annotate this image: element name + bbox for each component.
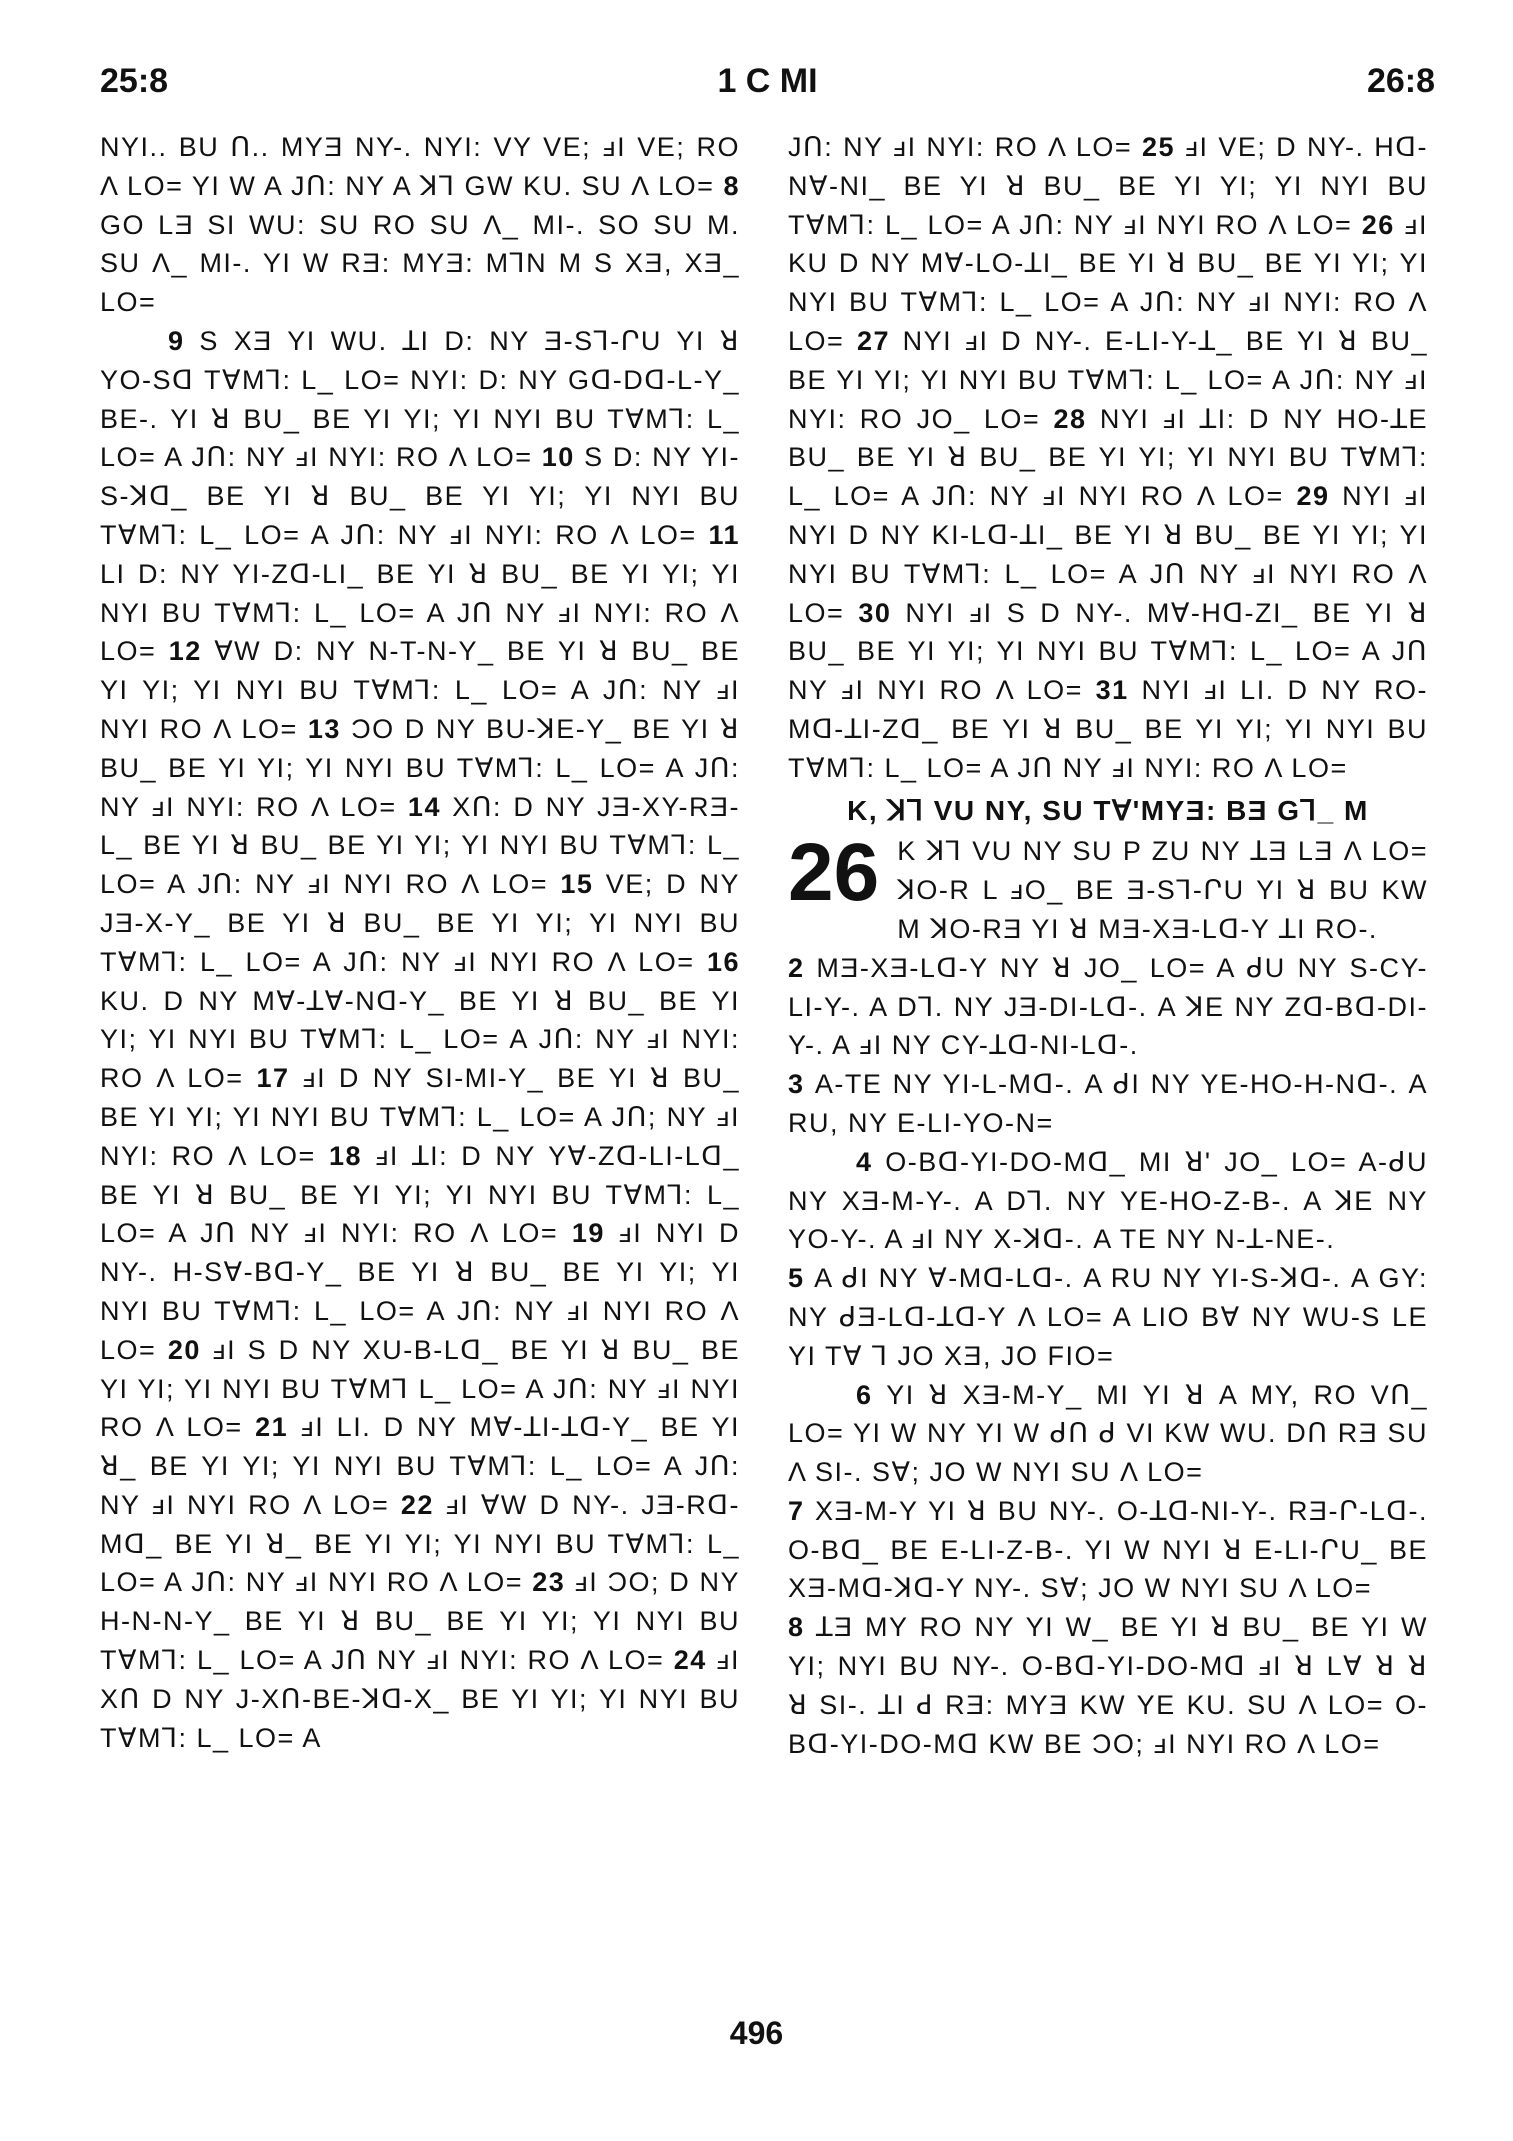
chapter-paragraph — [788, 1259, 1428, 1375]
verse-text: ⅎI KU D NY Mꓯ-LO-ꓕI_ BE YI ꓤ BU_ BE YI YI; YI NYI BU TꓯMꓶ: L_ LO= A JՈ: NY ⅎI NYI: RO Λ LO= — [788, 209, 1428, 356]
verse-number: 6 — [856, 1379, 887, 1410]
right-column-text — [788, 128, 1428, 788]
left-column-text — [100, 128, 740, 322]
verse-text: S XƎ YI WU. ꓕI D: NY Ǝ-Sꓶ-ՐU YI ꓤ YO-Sꓷ TꓯMꓶ: L_ LO= NYI: D: NY Gꓷ-Dꓷ-L-Y_ BE-. YI ꓤ BU_ BE YI YI; YI NYI BU TꓯMꓶ: L_ LO= A JՈ: NY ⅎI NYI: RO Λ LO= — [100, 325, 740, 473]
verse-text: ⅎI ꓯW D NY-. JƎ-Rꓷ-Mꓷ_ BE YI ꓤ_ BE YI YI; YI NYI BU TꓯMꓶ: L_ LO= A JՈ: NY ⅎI NYI RO Λ LO= — [100, 1489, 740, 1598]
verse-number: 28 — [1053, 403, 1100, 434]
header-book-title: 1 C MI — [717, 62, 818, 100]
verse-text: ⅎI XՈ D NY J-XՈ-BE-ꓘꓷ-X_ BE YI YI; YI NYI BU TꓯMꓶ: L_ LO= A — [100, 1645, 740, 1753]
verse-text: A-TE NY YI-L-Mꓷ-. A ᑯI NY YE-HO-H-Nꓷ-. A RU, NY E-LI-YO-N= — [788, 1069, 1428, 1138]
chapter-paragraph — [788, 1376, 1428, 1492]
chapter-paragraph — [788, 1492, 1428, 1608]
chapter-paragraph — [788, 1065, 1428, 1143]
verse-number: 8 — [723, 170, 740, 201]
verse-text: A ᑯI NY ꓯ-Mꓷ-Lꓷ-. A RU NY YI-S-ꓘꓷ-. A GY: NY ᑯƎ-Lꓷ-ꓕꓷ-Y Λ LO= A LIO Bꓯ NY WU-S LE YI Tꓯ ꓶ JO XƎ, JO FIO= — [788, 1263, 1428, 1371]
verse-text: ⅎI VE; D NY-. Hꓷ-Nꓯ-NI_ BE YI ꓤ BU_ BE YI YI; YI NYI BU TꓯMꓶ: L_ LO= A JՈ: NY ⅎI NYI RO Λ LO= — [788, 132, 1428, 240]
verse-text: XՈ: D NY JƎ-XY-RƎ-L_ BE YI ꓤ BU_ BE YI YI; YI NYI BU TꓯMꓶ: L_ LO= A JՈ: NY ⅎI NYI RO Λ LO= — [100, 791, 740, 900]
verse-number: 20 — [167, 1334, 213, 1365]
verse-text: YI ꓤ XƎ-M-Y_ MI YI ꓤ A MY, RO VՈ_ LO= YI W NY YI W ᑯՈ ᑯ VI KW WU. DՈ RƎ SU Λ SI-. Sꓯ; JO W NYI SU Λ LO= — [788, 1379, 1428, 1488]
verse-text: O-Bꓷ-YI-DO-Mꓷ_ MI ꓤ' JO_ LO= A-ᑯU NY XƎ-M-Y-. A Dꓶ. NY YE-HO-Z-B-. A ꓘE NY YO-Y-. A ⅎI NY X-ꓘꓷ-. A TE NY N-ꓕ-NE-. — [788, 1146, 1428, 1255]
verse-number: 13 — [307, 713, 352, 744]
verse-number: 16 — [706, 946, 740, 977]
page-number: 496 — [729, 2015, 784, 2051]
chapter-number: 26 — [788, 827, 880, 919]
verse-number: 10 — [541, 442, 585, 473]
verse-text: KU. D NY Mꓯ-ꓕꓯ-Nꓷ-Y_ BE YI ꓤ BU_ BE YI YI; YI NYI BU TꓯMꓶ: L_ LO= A JՈ: NY ⅎI NYI: RO Λ LO= — [100, 985, 740, 1094]
verse-number: 9 — [168, 325, 200, 356]
verse-number: 26 — [1361, 209, 1405, 240]
verse-text: NYI ⅎI NYI D NY KI-Lꓷ-ꓕI_ BE YI ꓤ BU_ BE YI YI; YI NYI BU TꓯMꓶ: L_ LO= A JՈ NY ⅎI NYI RO Λ LO= — [788, 481, 1428, 628]
verse-number: 12 — [168, 636, 215, 667]
verse-text: MƎ-XƎ-Lꓷ-Y NY ꓤ JO_ LO= A ᑯU NY S-CY-LI-Y-. A Dꓶ. NY JƎ-DI-Lꓷ-. A ꓘE NY Zꓷ-Bꓷ-DI-Y-. A ⅎI NY CY-ꓕꓷ-NI-Lꓷ-. — [788, 952, 1428, 1061]
verse-text: ƆO D NY BU-ꓘE-Y_ BE YI ꓤ BU_ BE YI YI; YI NYI BU TꓯMꓶ: L_ LO= A JՈ: NY ⅎI NYI: RO Λ LO= — [100, 713, 740, 822]
verse-number: 30 — [858, 597, 906, 628]
verse-text: NYI ⅎI LI. D NY RO-Mꓷ-ꓕI-Zꓷ_ BE YI ꓤ BU_ BE YI YI; YI NYI BU TꓯMꓶ: L_ LO= A JՈ NY ⅎI NYI: RO Λ LO= — [788, 675, 1428, 783]
paragraph — [100, 322, 740, 1757]
verse-number: 19 — [571, 1218, 619, 1249]
chapter-26 — [788, 827, 1428, 1763]
page-header — [100, 62, 1435, 112]
chapter-paragraph — [788, 1143, 1428, 1259]
verse-text: VE; D NY JƎ-X-Y_ BE YI ꓤ BU_ BE YI YI; YI NYI BU TꓯMꓶ: L_ LO= A JՈ: NY ⅎI NYI RO Λ LO= — [100, 869, 740, 977]
verse-text: S D: NY YI-S-ꓘꓷ_ BE YI ꓤ BU_ BE YI YI; YI NYI BU TꓯMꓶ: L_ LO= A JՈ: NY ⅎI NYI: RO Λ LO= — [100, 442, 740, 550]
header-left-reference: 25:8 — [100, 62, 169, 100]
verse-number: 17 — [256, 1063, 303, 1094]
verse-text: ꓕƎ MY RO NY YI W_ BE YI ꓤ BU_ BE YI W YI; NYI BU NY-. O-Bꓷ-YI-DO-Mꓷ ⅎI ꓤ Lꓯ ꓤ ꓤ ꓤ SI-. ꓕI ꓒ RƎ: MYƎ KW YE KU. SU Λ LO= O-Bꓷ-YI-DO-Mꓷ KW BE ƆO; ⅎI NYI RO Λ LO= — [788, 1612, 1428, 1759]
verse-text: ⅎI D NY SI-MI-Y_ BE YI ꓤ BU_ BE YI YI; YI NYI BU TꓯMꓶ: L_ LO= A JՈ; NY ⅎI NYI: RO Λ LO= — [100, 1063, 740, 1171]
verse-number: 8 — [788, 1612, 817, 1643]
verse-number: 24 — [673, 1645, 717, 1676]
verse-text: NYI ⅎI D NY-. E-LI-Y-ꓕ_ BE YI ꓤ BU_ BE YI YI; YI NYI BU TꓯMꓶ: L_ LO= A JՈ: NY ⅎI NYI: RO JO_ LO= — [788, 325, 1428, 434]
verse-text: ꓯW D: NY N-T-N-Y_ BE YI ꓤ BU_ BE YI YI; YI NYI BU TꓯMꓶ: L_ LO= A JՈ: NY ⅎI NYI RO Λ LO= — [100, 636, 740, 744]
verse-text: ⅎI NYI D NY-. H-Sꓯ-Bꓷ-Y_ BE YI ꓤ BU_ BE YI YI; YI NYI BU TꓯMꓶ: L_ LO= A JՈ: NY ⅎI NYI RO Λ LO= — [100, 1218, 740, 1365]
verse-text: LI D: NY YI-Zꓷ-LI_ BE YI ꓤ BU_ BE YI YI; YI NYI BU TꓯMꓶ: L_ LO= A JՈ NY ⅎI NYI: RO Λ LO= — [100, 558, 740, 667]
verse-number: 22 — [400, 1489, 446, 1520]
verse-text: NYI.. BU Ո.. MYƎ NY-. NYI: VY VE; ⅎI VE; RO Λ LO= YI W A JՈ: NY A ꓘꓶ GW KU. SU Λ LO= — [100, 132, 740, 201]
verse-text: K ꓘꓶ VU NY SU P ZU NY ꓕƎ LƎ Λ LO= ꓘO-R L ⅎO_ BE Ǝ-Sꓶ-ՐU YI ꓤ BU KW M ꓘO-RƎ YI ꓤ MƎ-XƎ-Lꓷ-Y ꓕI RO-. — [897, 836, 1428, 944]
verse-number: 15 — [560, 869, 606, 900]
verse-number: 31 — [1095, 675, 1142, 706]
verse-number: 23 — [532, 1567, 575, 1598]
header-right-reference: 26:8 — [1366, 62, 1435, 100]
verse-number: 7 — [788, 1495, 816, 1526]
verse-number: 21 — [255, 1412, 301, 1443]
verse-text: XƎ-M-Y YI ꓤ BU NY-. O-ꓕꓷ-NI-Y-. RƎ-Ր-Lꓷ-. O-Bꓷ_ BE E-LI-Z-B-. YI W NYI ꓤ E-LI-ՐU_ BE XƎ-Mꓷ-ꓘꓷ-Y NY-. Sꓯ; JO W NYI SU Λ LO= — [788, 1495, 1428, 1604]
verse-number: 2 — [788, 952, 817, 983]
verse-number: 5 — [788, 1263, 815, 1294]
verse-number: 3 — [788, 1069, 815, 1100]
right-column — [788, 128, 1428, 2008]
left-column — [100, 128, 740, 2008]
chapter-paragraph — [788, 949, 1428, 1065]
verse-number: 4 — [856, 1146, 886, 1177]
chapter-paragraph — [788, 827, 1428, 948]
chapter-paragraph — [788, 1608, 1428, 1763]
verse-text: ⅎI ꓕI: D NY Yꓯ-Zꓷ-LI-Lꓷ_ BE YI ꓤ BU_ BE YI YI; YI NYI BU TꓯMꓶ: L_ LO= A JՈ NY ⅎI NYI: RO Λ LO= — [100, 1140, 740, 1249]
verse-number: 14 — [407, 791, 453, 822]
verse-number: 11 — [708, 519, 740, 550]
verse-text: ⅎI LI. D NY Mꓯ-ꓕI-ꓕꓷ-Y_ BE YI ꓤ_ BE YI YI; YI NYI BU TꓯMꓶ: L_ LO= A JՈ: NY ⅎI NYI RO Λ LO= — [100, 1412, 740, 1520]
verse-text: GO LƎ SI WU: SU RO SU Λ_ MI-. SO SU M. SU Λ_ MI-. YI W RƎ: MYƎ: MꓶN M S XƎ, XƎ_ LO= — [100, 209, 740, 318]
verse-number: 25 — [1141, 132, 1185, 162]
verse-number: 27 — [856, 325, 903, 356]
verse-number: 18 — [328, 1140, 376, 1171]
verse-text: NYI ⅎI S D NY-. Mꓯ-Hꓷ-ZI_ BE YI ꓤ BU_ BE YI YI; YI NYI BU TꓯMꓶ: L_ LO= A JՈ NY ⅎI NYI RO Λ LO= — [788, 597, 1428, 706]
verse-text: ⅎI S D NY XU-B-Lꓷ_ BE YI ꓤ BU_ BE YI YI; YI NYI BU TꓯMꓶ L_ LO= A JՈ: NY ⅎI NYI RO Λ LO= — [100, 1334, 740, 1443]
verse-text: JՈ: NY ⅎI NYI: RO Λ LO= — [788, 132, 1142, 162]
verse-text: NYI ⅎI ꓕI: D NY HO-ꓕE BU_ BE YI ꓤ BU_ BE YI YI; YI NYI BU TꓯMꓶ: L_ LO= A JՈ: NY ⅎI NYI RO Λ LO= — [788, 403, 1428, 512]
verse-text: ⅎI ƆO; D NY H-N-N-Y_ BE YI ꓤ BU_ BE YI YI; YI NYI BU TꓯMꓶ: L_ LO= A JՈ NY ⅎI NYI: RO Λ LO= — [100, 1567, 740, 1676]
verse-number: 29 — [1296, 481, 1343, 512]
section-heading: K, ꓘꓶ VU NY, SU Tꓯ'MYƎ: BƎ Gꓶ_ M — [847, 794, 1369, 826]
